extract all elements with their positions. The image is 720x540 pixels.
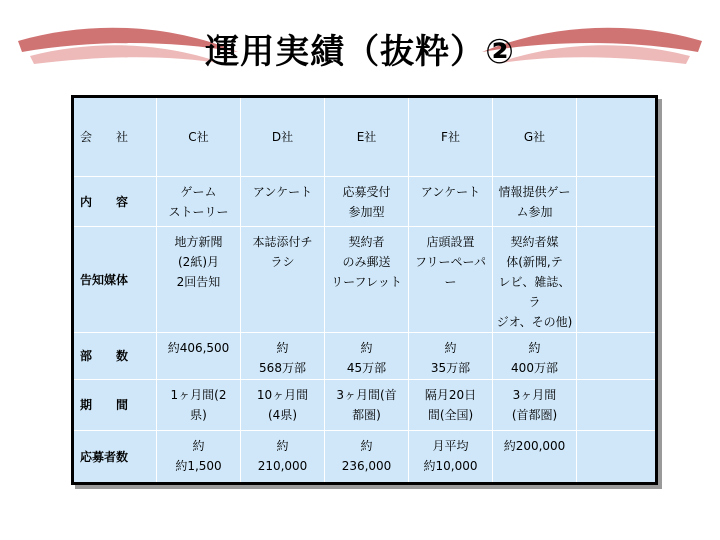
table-cell: 月平均 約10,000: [409, 431, 493, 484]
table-cell: 隔月20日 間(全国): [409, 380, 493, 431]
page-title: 運用実績（抜粋）②: [205, 32, 515, 72]
table-cell: 約 400万部: [493, 333, 577, 380]
table-cell: ゲーム ストーリー: [157, 177, 241, 227]
table-cell: アンケート: [241, 177, 325, 227]
table-cell: 本誌添付チ ラシ: [241, 227, 325, 333]
table-cell: 10ヶ月間 (4県): [241, 380, 325, 431]
table-cell: G社: [493, 97, 577, 177]
table-cell: 契約者媒 体(新聞,テ レビ、雑誌、ラ ジオ、その他): [493, 227, 577, 333]
table-cell: [577, 431, 657, 484]
table-cell: [577, 177, 657, 227]
table-cell: 約 45万部: [325, 333, 409, 380]
table-cell: [577, 380, 657, 431]
table-cell: 約 568万部: [241, 333, 325, 380]
table-row: [73, 177, 657, 227]
table-cell: 約 236,000: [325, 431, 409, 484]
table-cell: D社: [241, 97, 325, 177]
table-cell: 応募受付 参加型: [325, 177, 409, 227]
table-cell: 約 35万部: [409, 333, 493, 380]
table-cell: 地方新聞 (2紙)月 2回告知: [157, 227, 241, 333]
table-cell: 情報提供ゲー ム参加: [493, 177, 577, 227]
row-header-media: 告知媒体: [73, 227, 157, 333]
table-cell: アンケート: [409, 177, 493, 227]
row-header-applicants: 応募者数: [73, 431, 157, 484]
table-cell: [577, 227, 657, 333]
table-cell: 約406,500: [157, 333, 241, 380]
row-header-copies: 部 数: [73, 333, 157, 380]
table-row: [73, 431, 657, 484]
table-cell: C社: [157, 97, 241, 177]
table-row: [73, 227, 657, 333]
table-cell: 契約者 のみ郵送 リーフレット: [325, 227, 409, 333]
table-cell: 約 210,000: [241, 431, 325, 484]
table-cell: F社: [409, 97, 493, 177]
table-row: [73, 333, 657, 380]
table-cell: E社: [325, 97, 409, 177]
row-header-content: 内 容: [73, 177, 157, 227]
table-row: [73, 97, 657, 177]
table-cell: 1ヶ月間(2 県): [157, 380, 241, 431]
table-cell: [577, 333, 657, 380]
table-cell: 約200,000: [493, 431, 577, 484]
row-header-company: 会 社: [73, 97, 157, 177]
table-cell: 3ヶ月間(首 都圏): [325, 380, 409, 431]
row-header-period: 期 間: [73, 380, 157, 431]
table-cell: 3ヶ月間 (首都圏): [493, 380, 577, 431]
table-cell: 店頭設置 フリーペーパー: [409, 227, 493, 333]
table-cell: [577, 97, 657, 177]
table-row: [73, 380, 657, 431]
results-table: [71, 95, 658, 485]
table-cell: 約 約1,500: [157, 431, 241, 484]
